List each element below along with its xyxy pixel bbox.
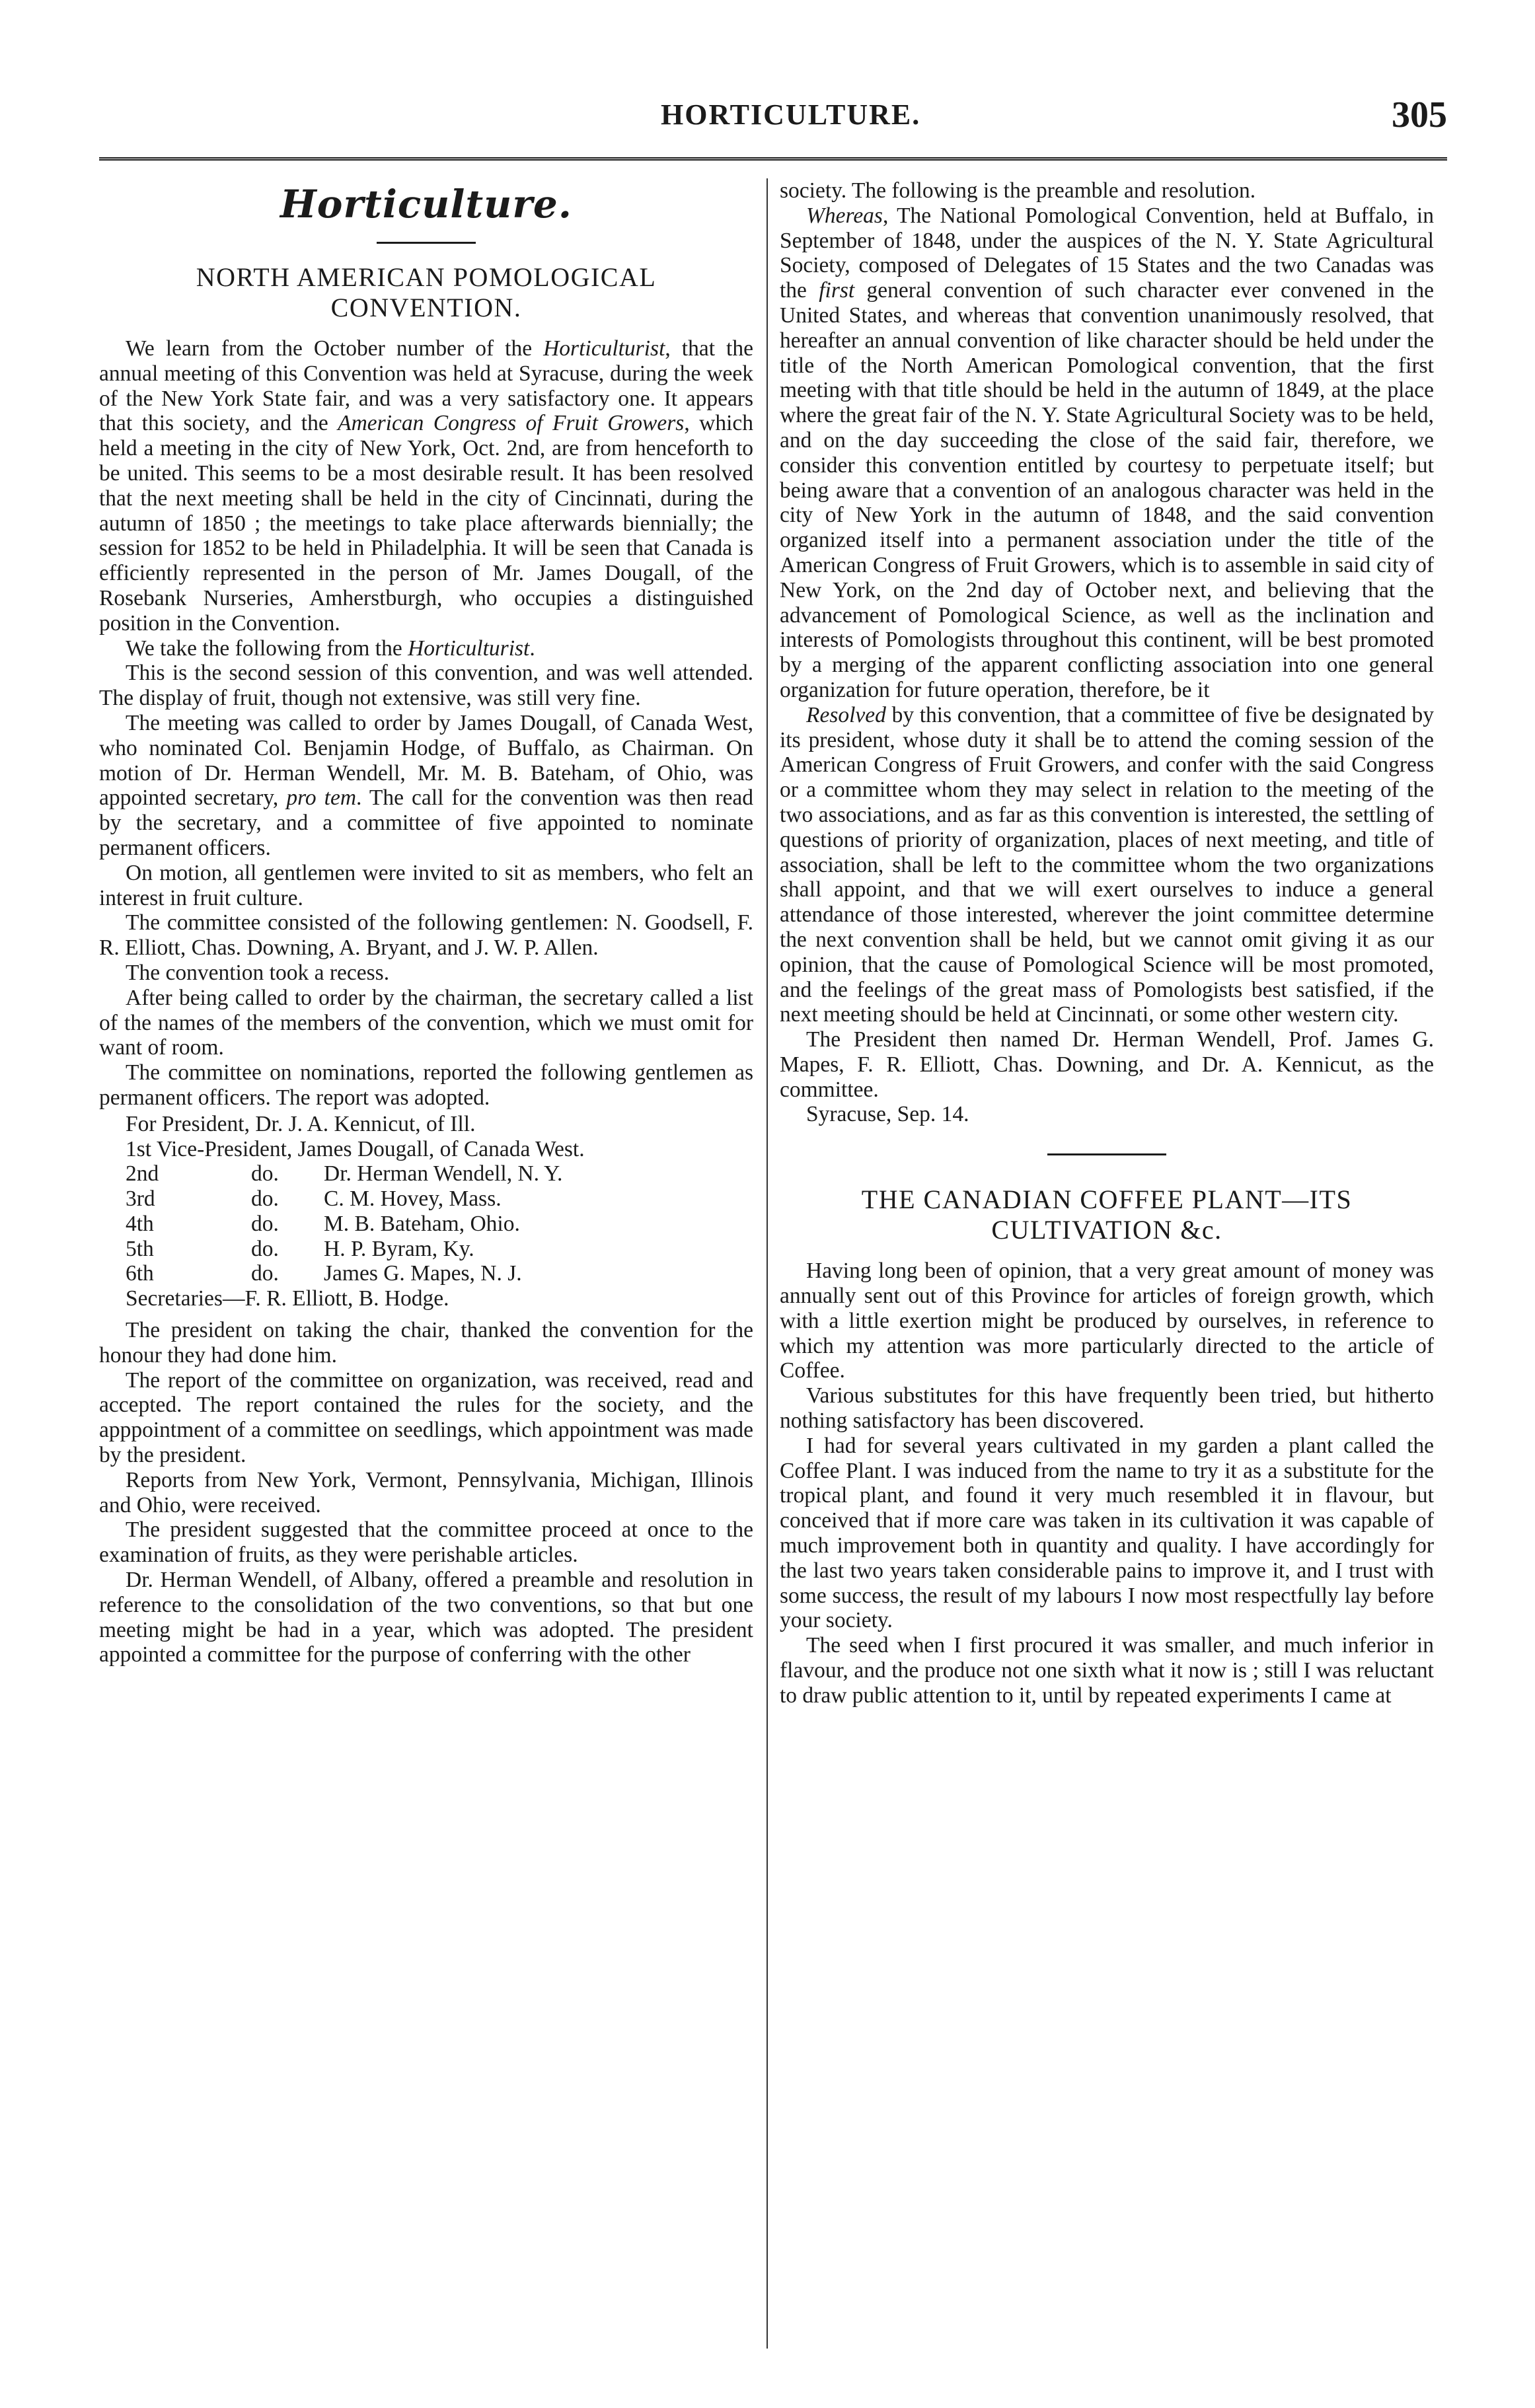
paragraph: The committee consisted of the following gentlemen: N. Goodsell, F. R. Elliott, Chas. Downing, A. Bryant, and J. W. P. Allen.: [99, 910, 753, 961]
paragraph: We learn from the October number of the Horticulturist, that the annual meeting of this Convention was held at Syracuse, during the week of the New York State fair, and was a very satisfactory one. It appears that this society, and the American Congress of Fruit Growers, which held a meeting in the city of New York, Oct. 2nd, are from henceforth to be united. This seems to be a most desirable result. It has been resolved that the next meeting shall be held in the city of Cincinnati, during the autumn of 1850 ; the meetings to take place afterwards biennially; the session for 1852 to be held in Philadelphia. It will be seen that Canada is efficiently represented in the person of Mr. James Dougall, of the Rosebank Nurseries, Amherstburgh, who occupies a distinguished position in the Convention.: [99, 336, 753, 636]
page-number: 305: [1392, 94, 1447, 135]
paragraph: This is the second session of this convention, and was well attended. The display of fruit, though not extensive, was still very fine.: [99, 661, 753, 711]
paragraph: Whereas, The National Pomological Convention, held at Buffalo, in September of 1848, under the auspices of the N. Y. State Agricultural Society, composed of Delegates of 15 States and the two Canadas was the first general convention of such character ever convened in the United States, and whereas that convention unanimously resolved, that hereafter an annual convention of like character should be held under the title of the North American Pomological convention, that the first meeting with that title should be held in the autumn of 1849, at the place where the great fair of the N. Y. State Agricultural Society was to be held, and on the day succeeding the close of the said fair, therefore, we consider this convention entitled by courtesy to perpetuate itself; but being aware that a convention of an analogous character was held in the city of New York in the autumn of 1848, and the said convention organized itself into a permanent association under the title of the American Congress of Fruit Growers, which is to assemble in said city of New York, on the 2nd day of October next, and believing that the advancement of Pomological Science, as well as the inclination and interests of Pomologists throughout this continent, will be best promoted by a merging of the apparent conflicting association into one general organization for future operation, therefore, be it: [780, 203, 1434, 702]
paragraph: The meeting was called to order by James Dougall, of Canada West, who nominated Col. Benjamin Hodge, of Buffalo, as Chairman. On motion of Dr. Herman Wendell, Mr. M. B. Bateham, of Ohio, was appointed secretary, pro tem. The call for the convention was then read by the secretary, and a committee of five appointed to nominate permanent officers.: [99, 710, 753, 860]
paragraph: Various substitutes for this have frequently been tried, but hitherto nothing satisfactory has been discovered.: [780, 1383, 1434, 1434]
running-title: HORTICULTURE.: [661, 98, 921, 131]
right-column: [780, 178, 1434, 1708]
officers-list: [99, 1112, 753, 1311]
section-header: Horticulture.: [280, 182, 572, 227]
paragraph: The seed when I first procured it was smaller, and much inferior in flavour, and the produce not one sixth what it now is ; still I was reluctant to draw public attention to it, until by repeated experiments I came at: [780, 1633, 1434, 1708]
section-rule: [1047, 1153, 1166, 1155]
officer-row: 3rd do. C. M. Hovey, Mass.: [126, 1186, 502, 1212]
paragraph: After being called to order by the chairman, the secretary called a list of the names of the members of the convention, which we must omit for want of room.: [99, 985, 753, 1060]
paragraph: The convention took a recess.: [126, 960, 390, 985]
paragraph: Reports from New York, Vermont, Pennsylvania, Michigan, Illinois and Ohio, were received.: [99, 1467, 753, 1517]
paragraph: On motion, all gentlemen were invited to sit as members, who felt an interest in fruit culture.: [99, 860, 753, 910]
paragraph: The President then named Dr. Herman Wendell, Prof. James G. Mapes, F. R. Elliott, Chas. Downing, and Dr. A. Kennicut, as the committee.: [780, 1027, 1434, 1102]
officer-president: For President, Dr. J. A. Kennicut, of Ill.: [126, 1111, 476, 1136]
officer-row: 6th do. James G. Mapes, N. J.: [126, 1261, 522, 1286]
officer-row: 2nd do. Dr. Herman Wendell, N. Y.: [126, 1161, 563, 1186]
header-rule: [99, 157, 1447, 161]
paragraph: Having long been of opinion, that a very great amount of money was annually sent out of this Province for articles of foreign growth, which with a little exertion might be produced by ourselves, in reference to which my attention was more particularly directed to the article of Coffee.: [780, 1259, 1434, 1383]
article-title: NORTH AMERICAN POMOLOGICAL CONVENTION.: [196, 262, 657, 322]
left-column: [99, 178, 753, 1667]
officer-row: 5th do. H. P. Byram, Ky.: [126, 1236, 474, 1261]
officer-first-vp: 1st Vice-President, James Dougall, of Canada West.: [126, 1136, 585, 1161]
paragraph: Resolved by this convention, that a committee of five be designated by its president, whose duty it shall be to attend the coming session of the American Congress of Fruit Growers, and confer with the said Congress or a committee whom they may select in relation to the meeting of the two associations, and as far as this convention is interested, the settling of questions of priority of organization, places of next meeting, and title of association, shall be left to the committee whom the two organizations shall appoint, and that we will exert ourselves to induce a general attendance of those interested, wherever the joint committee determine the next convention shall be held, but we cannot omit giving it as our opinion, that the cause of Pomological Science will be most promoted, and the feelings of the great mass of Pomologists best satisfied, if the next meeting should be held at Cincinnati, or some other western city.: [780, 702, 1434, 1027]
paragraph: Dr. Herman Wendell, of Albany, offered a preamble and resolution in reference to the consolidation of the two conventions, so that but one meeting might be had in a year, which was adopted. The president appointed a committee for the purpose of conferring with the other: [99, 1568, 753, 1667]
dateline: Syracuse, Sep. 14.: [806, 1102, 969, 1127]
page: [99, 79, 1447, 2352]
officer-secretaries: Secretaries—F. R. Elliott, B. Hodge.: [126, 1286, 449, 1311]
paragraph: The report of the committee on organization, was received, read and accepted. The report contained the rules for the society, and the apppointment of a committee on seedlings, which appointment was made by the president.: [99, 1368, 753, 1468]
officer-row: 4th do. M. B. Bateham, Ohio.: [126, 1211, 520, 1236]
paragraph: The committee on nominations, reported the following gentlemen as permanent officers. The report was adopted.: [99, 1060, 753, 1110]
paragraph: society. The following is the preamble and resolution.: [780, 178, 1256, 203]
column-divider: [767, 178, 768, 2349]
paragraph: I had for several years cultivated in my garden a plant called the Coffee Plant. I was induced from the name to try it as a substitute for the tropical plant, and found it very much resembled it in flavour, but conceived that if more care was taken in its cultivation it was capable of much improvement both in quantity and quality. I have accordingly for the last two years taken considerable pains to improve it, and I trust with some success, the result of my labours I now most respectfully lay before your society.: [780, 1433, 1434, 1633]
paragraph: The president suggested that the committee proceed at once to the examination of fruits, as they were perishable articles.: [99, 1517, 753, 1568]
running-head: [99, 91, 1447, 144]
paragraph: The president on taking the chair, thanked the convention for the honour they had done him.: [99, 1318, 753, 1368]
article-title-coffee: THE CANADIAN COFFEE PLANT—ITS CULTIVATION &c.: [861, 1185, 1353, 1245]
paragraph: We take the following from the Horticulturist.: [126, 636, 535, 661]
short-rule: [377, 242, 476, 244]
